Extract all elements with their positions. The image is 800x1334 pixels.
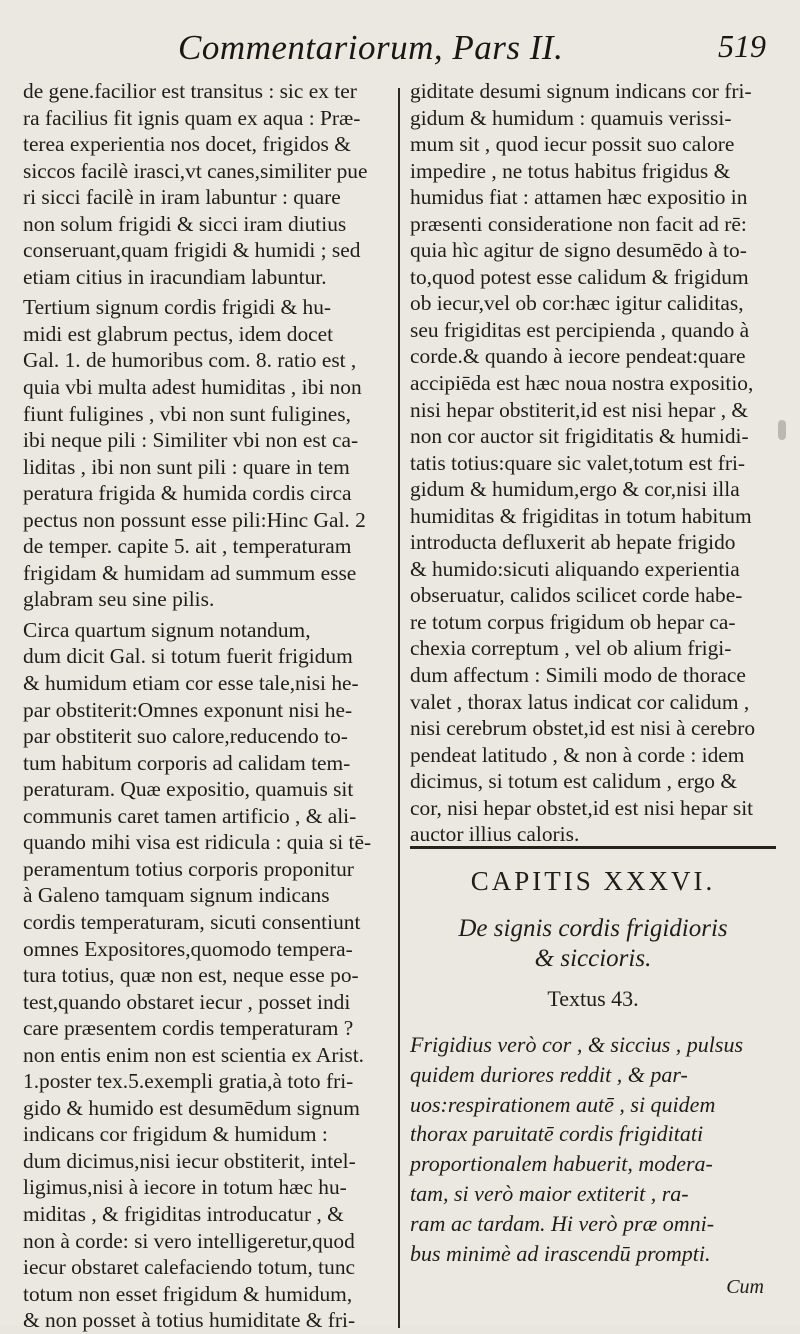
chapter-heading: CAPITIS XXXVI. bbox=[470, 866, 716, 896]
chapter-rule bbox=[410, 846, 776, 849]
chapter-subtitle-text: De signis cordis frigidioris & siccioris. bbox=[458, 915, 728, 972]
ink-smudge bbox=[778, 420, 786, 440]
chapter-subtitle bbox=[410, 914, 776, 974]
textus-label: Textus 43. bbox=[547, 986, 639, 1011]
column-divider bbox=[398, 88, 400, 1328]
paragraph: Circa quartum signum notandum, dum dicit Gal. si totum fuerit frigidum & humidum etiam cor esse tale,nisi he- par obstiterit:Omnes exponunt nisi he- par obstiterit suo calore,reducendo to- tum habitum corporis ad calidam tem- peraturam. Quæ expositio, quamuis sit communis caret tamen artificio , & ali- quando mihi visa est ridicula : quia si tē- peramentum totius corporis proponitur à Galeno tamquam signum indicans cordis temperaturam, sicuti consentiunt omnes Expositores,quomodo tempera- tura totius, quæ non est, neque esse po- test,quando obstaret iecur , posset indi care præsentem cordis temperaturam ? non entis enim non est scientia ex Arist. 1.poster tex.5.exempli gratia,à toto fri- gido & humido est desumēdum signum indicans cor frigidum & humidum : dum dicimus,nisi iecur obstiterit, intel- ligimus,nisi à iecore in totum hæc hu- miditas , & frigiditas introducatur , & non à corde: si vero intelligeretur,quod iecur obstaret calefaciendo totum, tunc totum non esset frigidum & humidum, & non posset à totius humiditate & fri- bbox=[23, 617, 372, 1333]
paragraph: de gene.facilior est transitus : sic ex ter ra facilius fit ignis quam ex aqua : Præ- terea experientia nos docet, frigidos & siccos facilè irasci,vt canes,similiter pue ri sicci facilè in iram labuntur : quare non solum frigidi & sicci iram diutius conseruant,quam frigidi & humidi ; sed etiam citius in iracundiam labuntur. bbox=[23, 79, 368, 289]
right-column bbox=[410, 78, 776, 848]
paragraph: Tertium signum cordis frigidi & hu- midi est glabrum pectus, idem docet Gal. 1. de humoribus com. 8. ratio est , quia vbi multa adest humiditas , ibi non fiunt fuligines , vbi non sunt fuligines, ibi neque pili : Similiter vbi non est ca- liditas , ibi non sunt pili : quare in tem peratura frigida & humida cordis circa pectus non possunt esse pili:Hinc Gal. 2 de temper. capite 5. ait , temperaturam frigidam & humidam ad summum esse glabram seu sine pilis. bbox=[23, 295, 366, 612]
running-title: Commentariorum, Pars II. bbox=[178, 28, 564, 67]
page-header bbox=[0, 22, 800, 72]
paragraph: giditate desumi signum indicans cor fri- gidum & humidum : quamuis verissi- mum sit , quod iecur possit suo calore impedire , ne totus habitus frigidus & humidus fiat : attamen hæc expositio in præsenti consideratione non facit ad rē: quia hìc agitur de signo desumēdo à to- to,quod potest esse calidum & frigidum ob iecur,vel ob cor:hæc igitur caliditas, seu frigiditas est percipienda , quando à corde.& quando à iecore pendeat:quare accipiēda est hæc noua nostra expositio, nisi hepar obstiterit,id est nisi hepar , & non cor auctor sit frigiditatis & humidi- tatis totius:quare sic valet,totum est fri- gidum & humidum,ergo & cor,nisi illa humiditas & frigiditas in totum habitum introducta defluxerit ab hepate frigido & humido:sicuti aliquando experientia obseruatur, calidos scilicet corde habe- re totum corpus frigidum ob hepar ca- chexia correptum , vel ob alium frigi- dum affectum : Simili modo de thorace valet , thorax latus indicat cor calidum , nisi cerebrum obstet,id est nisi à cerebro pendeat latitudo , & non à corde : idem dicimus, si totum est calidum , ergo & cor, nisi hepar obstet,id est nisi hepar sit auctor illius caloris. bbox=[410, 79, 756, 847]
left-column bbox=[23, 78, 390, 1334]
page-number: 519 bbox=[718, 28, 766, 64]
textus-body: Frigidius verò cor , & siccius , pulsus quidem duriores reddit , & par- uos:respirationem autē , si quidem thorax paruitatē cordis frigiditati proportionalem habuerit, modera- tam, si verò maior extiterit , ra- ram ac tardam. Hi verò præ omni- bus minimè ad irascendū prompti. bbox=[410, 1032, 744, 1266]
catchword: Cum bbox=[726, 1276, 764, 1298]
